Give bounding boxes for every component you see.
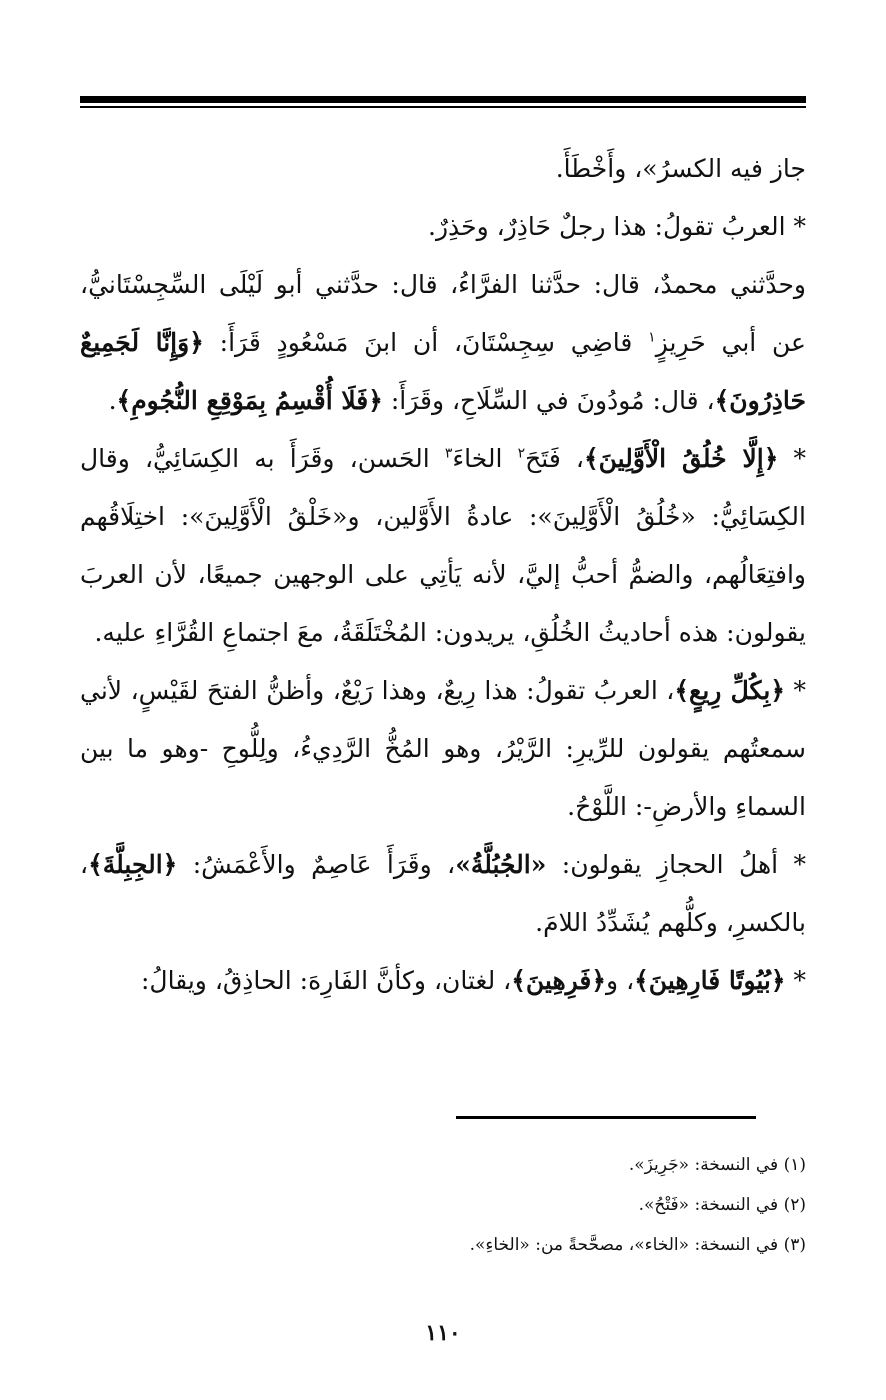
quran-quote: ﴿فَرِهِينَ﴾ (511, 966, 607, 995)
text-run: جاز فيه الكسرُ»، وأَخْطَأَ. (555, 154, 806, 183)
quran-quote: ﴿فَلَا أُقْسِمُ بِمَوْقِعِ النُّجُومِ﴾ (116, 386, 383, 415)
footnote-2: (٢) في النسخة: «فَتْحُ». (638, 1195, 806, 1215)
text-run: * (778, 444, 806, 473)
top-rule-thin (80, 106, 806, 108)
text-run: . (108, 386, 117, 415)
text-run: قاضِي سِجِسْتَانَ، أن ابنَ مَسْعُودٍ قَرَأَ: (203, 328, 649, 357)
quran-quote: ﴿بُيُوتًا فَارِهِينَ﴾ (634, 966, 786, 995)
main-text (80, 140, 806, 1010)
page-number: ١١٠ (425, 1320, 461, 1346)
quran-quote: ﴿إِلَّا خُلُقُ الْأَوَّلِينَ﴾ (584, 444, 779, 473)
text-run: ، و (606, 966, 635, 995)
footnote-ref: ٣ (444, 445, 453, 462)
paragraph (80, 952, 806, 1010)
text-run: * العربُ تقولُ: هذا رجلٌ حَاذِرٌ، وحَذِرٌ. (428, 212, 806, 241)
quran-quote: «الجُبُلَّةُ» (455, 850, 547, 879)
quran-quote: ﴿وَإِنَّا لَجَمِيعٌ حَاذِرُونَ﴾ (80, 328, 806, 415)
top-rule-thick (80, 96, 806, 103)
paragraph (80, 198, 806, 256)
quran-quote: ﴿بِكُلِّ رِيعٍ﴾ (674, 676, 785, 705)
footnote-1: (١) في النسخة: «جَرِيزَ». (628, 1155, 806, 1175)
paragraph (80, 256, 806, 430)
text-run: الحَسن، وقَرَأَ به الكِسَائِيُّ، وقال الكِسَائِيُّ: «خُلُقُ الْأَوَّلِينَ»: عادةُ الأَوَّلين، و«خَلْقُ الْأَوَّلِينَ»: اختِلَاقُهم وافتِعَالُهم، والضمُّ أحبُّ إليَّ، لأنه يَأتِي على الوجهين جميعًا، لأن العربَ يقولون: هذه أحاديثُ الخُلُقِ، يريدون: المُخْتَلَقَةُ، معَ اجتماعِ القُرَّاءِ عليه. (80, 444, 806, 647)
paragraph (80, 662, 806, 836)
text-run: ، قال: مُودُونَ في السِّلَاحِ، وقَرَأَ: (382, 386, 715, 415)
footnote-ref: ٢ (517, 445, 526, 462)
text-run: الخاءَ (452, 444, 518, 473)
footnote-3: (٣) في النسخة: «الخاء»، مصحَّحةً من: «الخاءِ». (469, 1235, 806, 1255)
text-run: ، بالكسرِ، وكلُّهم يُشَدِّدُ اللامَ. (80, 850, 806, 937)
text-run: ، العربُ تقولُ: هذا رِيعٌ، وهذا رَيْعٌ، وأظنُّ الفتحَ لقَيْسٍ، لأني سمعتُهم يقولون للرِّيرِ: الرَّيْرُ، وهو المُخُّ الرَّدِيءُ، ولِلُّوحِ -وهو ما بين السماءِ والأرضِ-: اللَّوْحُ. (80, 676, 806, 821)
paragraph (80, 140, 806, 198)
text-run: وحدَّثني محمدٌ، قال: حدَّثنا الفرَّاءُ، قال: حدَّثني أبو لَيْلَى السِّجِسْتَانيُّ، عن أبي حَرِيزٍ (80, 270, 806, 357)
text-run: * أهلُ الحجازِ يقولون: (546, 850, 806, 879)
paragraph (80, 430, 806, 662)
footnote-rule (456, 1116, 756, 1119)
text-run: * (785, 966, 806, 995)
text-run: ، لغتان، وكأنَّ الفَارِهَ: الحاذِقُ، ويقالُ: (140, 966, 512, 995)
text-run: ، وقَرَأَ عَاصِمٌ والأَعْمَشُ: (177, 850, 456, 879)
text-run: * (784, 676, 806, 705)
footnote-ref: ١ (648, 329, 656, 346)
quran-quote: ﴿الجِبِلَّةَ﴾ (88, 850, 178, 879)
text-run: ، فَتَحَ (525, 444, 584, 473)
footnotes (80, 1145, 806, 1265)
paragraph (80, 836, 806, 952)
